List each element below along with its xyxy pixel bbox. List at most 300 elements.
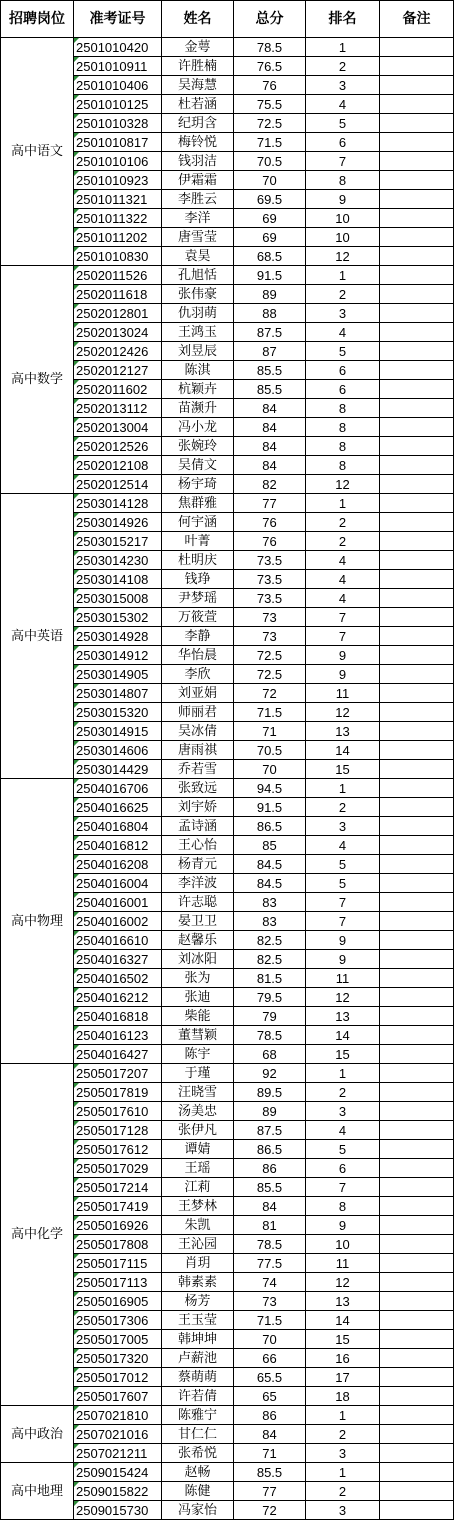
name-cell: 冯家怡 (162, 1501, 234, 1520)
name-cell: 李洋 (162, 209, 234, 228)
exam-id-cell: 2505017819 (74, 1083, 162, 1102)
position-cell: 高中政治 (1, 1406, 74, 1463)
rank-cell: 8 (306, 418, 380, 437)
exam-id-cell: 2502013112 (74, 399, 162, 418)
remarks-cell (380, 95, 454, 114)
score-cell: 82.5 (234, 950, 306, 969)
score-cell: 81 (234, 1216, 306, 1235)
remarks-cell (380, 342, 454, 361)
score-cell: 71.5 (234, 1311, 306, 1330)
remarks-cell (380, 1045, 454, 1064)
remarks-cell (380, 874, 454, 893)
name-cell: 王梦林 (162, 1197, 234, 1216)
exam-id-cell: 2503014912 (74, 646, 162, 665)
exam-id-cell: 2505017808 (74, 1235, 162, 1254)
exam-id-cell: 2505017419 (74, 1197, 162, 1216)
name-cell: 卢薪池 (162, 1349, 234, 1368)
position-cell: 高中化学 (1, 1064, 74, 1406)
remarks-cell (380, 1387, 454, 1406)
score-cell: 76.5 (234, 57, 306, 76)
score-cell: 71 (234, 722, 306, 741)
exam-id-cell: 2503015008 (74, 589, 162, 608)
col-header-position: 招聘岗位 (1, 1, 74, 38)
score-cell: 78.5 (234, 1026, 306, 1045)
rank-cell: 3 (306, 76, 380, 95)
name-cell: 苗濒升 (162, 399, 234, 418)
position-cell: 高中语文 (1, 38, 74, 266)
remarks-cell (380, 665, 454, 684)
score-cell: 85.5 (234, 361, 306, 380)
remarks-cell (380, 380, 454, 399)
name-cell: 陈雅宁 (162, 1406, 234, 1425)
exam-id-cell: 2502012801 (74, 304, 162, 323)
score-cell: 86 (234, 1159, 306, 1178)
score-cell: 74 (234, 1273, 306, 1292)
remarks-cell (380, 646, 454, 665)
rank-cell: 8 (306, 437, 380, 456)
rank-cell: 4 (306, 570, 380, 589)
rank-cell: 2 (306, 1083, 380, 1102)
remarks-cell (380, 608, 454, 627)
rank-cell: 2 (306, 1482, 380, 1501)
name-cell: 张希悦 (162, 1444, 234, 1463)
score-cell: 76 (234, 532, 306, 551)
name-cell: 刘昱辰 (162, 342, 234, 361)
exam-id-cell: 2504016625 (74, 798, 162, 817)
name-cell: 杨宇琦 (162, 475, 234, 494)
remarks-cell (380, 760, 454, 779)
remarks-cell (380, 1368, 454, 1387)
name-cell: 叶菁 (162, 532, 234, 551)
exam-id-cell: 2502011618 (74, 285, 162, 304)
header-row (1, 1, 454, 38)
score-cell: 72 (234, 684, 306, 703)
exam-id-cell: 2504016001 (74, 893, 162, 912)
exam-id-cell: 2504016123 (74, 1026, 162, 1045)
score-cell: 69 (234, 209, 306, 228)
rank-cell: 12 (306, 247, 380, 266)
rank-cell: 14 (306, 741, 380, 760)
rank-cell: 4 (306, 95, 380, 114)
name-cell: 张婉玲 (162, 437, 234, 456)
exam-id-cell: 2501010106 (74, 152, 162, 171)
remarks-cell (380, 1159, 454, 1178)
score-cell: 83 (234, 893, 306, 912)
rank-cell: 9 (306, 646, 380, 665)
score-cell: 84.5 (234, 874, 306, 893)
table-row (1, 494, 454, 513)
table-row (1, 779, 454, 798)
exam-id-cell: 2503014926 (74, 513, 162, 532)
rank-cell: 9 (306, 665, 380, 684)
score-cell: 89 (234, 285, 306, 304)
name-cell: 张为 (162, 969, 234, 988)
score-cell: 79 (234, 1007, 306, 1026)
name-cell: 董彗颖 (162, 1026, 234, 1045)
table-row (1, 266, 454, 285)
name-cell: 杜明庆 (162, 551, 234, 570)
rank-cell: 17 (306, 1368, 380, 1387)
score-cell: 71 (234, 1444, 306, 1463)
score-cell: 66 (234, 1349, 306, 1368)
exam-id-cell: 2505017128 (74, 1121, 162, 1140)
score-cell: 79.5 (234, 988, 306, 1007)
exam-id-cell: 2504016427 (74, 1045, 162, 1064)
rank-cell: 7 (306, 627, 380, 646)
name-cell: 孟诗涵 (162, 817, 234, 836)
remarks-cell (380, 1311, 454, 1330)
score-cell: 72.5 (234, 646, 306, 665)
name-cell: 唐雨祺 (162, 741, 234, 760)
exam-id-cell: 2502012514 (74, 475, 162, 494)
exam-id-cell: 2505017012 (74, 1368, 162, 1387)
remarks-cell (380, 228, 454, 247)
remarks-cell (380, 285, 454, 304)
name-cell: 伊霜霜 (162, 171, 234, 190)
name-cell: 张致远 (162, 779, 234, 798)
score-cell: 92 (234, 1064, 306, 1083)
exam-id-cell: 2501011322 (74, 209, 162, 228)
name-cell: 陈淇 (162, 361, 234, 380)
table-row (1, 1463, 454, 1482)
score-cell: 70 (234, 1330, 306, 1349)
name-cell: 张伟豪 (162, 285, 234, 304)
exam-id-cell: 2505017214 (74, 1178, 162, 1197)
exam-id-cell: 2509015424 (74, 1463, 162, 1482)
remarks-cell (380, 836, 454, 855)
col-header-rank: 排名 (306, 1, 380, 38)
exam-id-cell: 2501010406 (74, 76, 162, 95)
name-cell: 李欣 (162, 665, 234, 684)
name-cell: 纪玥含 (162, 114, 234, 133)
exam-id-cell: 2501010830 (74, 247, 162, 266)
exam-id-cell: 2503014429 (74, 760, 162, 779)
name-cell: 赵畅 (162, 1463, 234, 1482)
name-cell: 汪晓雪 (162, 1083, 234, 1102)
name-cell: 钱羽洁 (162, 152, 234, 171)
rank-cell: 2 (306, 532, 380, 551)
exam-id-cell: 2504016502 (74, 969, 162, 988)
name-cell: 蔡萌萌 (162, 1368, 234, 1387)
exam-id-cell: 2503014230 (74, 551, 162, 570)
rank-cell: 2 (306, 1425, 380, 1444)
remarks-cell (380, 931, 454, 950)
remarks-cell (380, 1406, 454, 1425)
rank-cell: 12 (306, 988, 380, 1007)
remarks-cell (380, 570, 454, 589)
exam-id-cell: 2507021810 (74, 1406, 162, 1425)
remarks-cell (380, 1140, 454, 1159)
remarks-cell (380, 627, 454, 646)
remarks-cell (380, 855, 454, 874)
remarks-cell (380, 703, 454, 722)
score-cell: 70.5 (234, 741, 306, 760)
score-cell: 65 (234, 1387, 306, 1406)
remarks-cell (380, 1254, 454, 1273)
exam-id-cell: 2502011526 (74, 266, 162, 285)
exam-id-cell: 2505017113 (74, 1273, 162, 1292)
name-cell: 师丽君 (162, 703, 234, 722)
position-cell: 高中英语 (1, 494, 74, 779)
table-header (1, 1, 454, 38)
name-cell: 金萼 (162, 38, 234, 57)
exam-id-cell: 2505016905 (74, 1292, 162, 1311)
name-cell: 万筱萱 (162, 608, 234, 627)
score-cell: 86 (234, 1406, 306, 1425)
name-cell: 陈健 (162, 1482, 234, 1501)
score-cell: 68 (234, 1045, 306, 1064)
name-cell: 张伊凡 (162, 1121, 234, 1140)
rank-cell: 13 (306, 722, 380, 741)
score-cell: 85 (234, 836, 306, 855)
rank-cell: 18 (306, 1387, 380, 1406)
rank-cell: 9 (306, 190, 380, 209)
score-cell: 84 (234, 456, 306, 475)
exam-id-cell: 2503014108 (74, 570, 162, 589)
exam-id-cell: 2505017610 (74, 1102, 162, 1121)
position-cell: 高中数学 (1, 266, 74, 494)
score-cell: 84 (234, 399, 306, 418)
name-cell: 张迪 (162, 988, 234, 1007)
exam-id-cell: 2502013004 (74, 418, 162, 437)
name-cell: 朱凯 (162, 1216, 234, 1235)
exam-id-cell: 2502012127 (74, 361, 162, 380)
name-cell: 柴能 (162, 1007, 234, 1026)
rank-cell: 14 (306, 1026, 380, 1045)
exam-id-cell: 2505017607 (74, 1387, 162, 1406)
rank-cell: 3 (306, 1501, 380, 1520)
exam-id-cell: 2504016004 (74, 874, 162, 893)
score-cell: 81.5 (234, 969, 306, 988)
rank-cell: 6 (306, 133, 380, 152)
remarks-cell (380, 1197, 454, 1216)
remarks-cell (380, 1273, 454, 1292)
remarks-cell (380, 817, 454, 836)
name-cell: 唐雪莹 (162, 228, 234, 247)
name-cell: 肖玥 (162, 1254, 234, 1273)
name-cell: 杭颖卉 (162, 380, 234, 399)
remarks-cell (380, 513, 454, 532)
score-cell: 77.5 (234, 1254, 306, 1273)
remarks-cell (380, 266, 454, 285)
remarks-cell (380, 988, 454, 1007)
name-cell: 尹梦瑶 (162, 589, 234, 608)
exam-id-cell: 2504016818 (74, 1007, 162, 1026)
score-cell: 83 (234, 912, 306, 931)
rank-cell: 1 (306, 1064, 380, 1083)
name-cell: 赵馨乐 (162, 931, 234, 950)
remarks-cell (380, 1026, 454, 1045)
name-cell: 刘冰阳 (162, 950, 234, 969)
remarks-cell (380, 475, 454, 494)
name-cell: 李胜云 (162, 190, 234, 209)
rank-cell: 2 (306, 798, 380, 817)
score-cell: 86.5 (234, 817, 306, 836)
remarks-cell (380, 893, 454, 912)
score-cell: 91.5 (234, 266, 306, 285)
rank-cell: 8 (306, 1197, 380, 1216)
rank-cell: 4 (306, 589, 380, 608)
name-cell: 仇羽萌 (162, 304, 234, 323)
rank-cell: 7 (306, 1178, 380, 1197)
rank-cell: 3 (306, 1444, 380, 1463)
exam-id-cell: 2504016804 (74, 817, 162, 836)
exam-id-cell: 2501011202 (74, 228, 162, 247)
name-cell: 乔若雪 (162, 760, 234, 779)
name-cell: 吴冰倩 (162, 722, 234, 741)
remarks-cell (380, 171, 454, 190)
score-cell: 72 (234, 1501, 306, 1520)
name-cell: 许胜楠 (162, 57, 234, 76)
col-header-total-score: 总分 (234, 1, 306, 38)
name-cell: 孔旭恬 (162, 266, 234, 285)
name-cell: 王沁园 (162, 1235, 234, 1254)
rank-cell: 3 (306, 304, 380, 323)
exam-id-cell: 2503014128 (74, 494, 162, 513)
rank-cell: 2 (306, 285, 380, 304)
rank-cell: 6 (306, 361, 380, 380)
exam-id-cell: 2501010911 (74, 57, 162, 76)
exam-id-cell: 2503014928 (74, 627, 162, 646)
rank-cell: 10 (306, 228, 380, 247)
rank-cell: 5 (306, 1140, 380, 1159)
score-cell: 87 (234, 342, 306, 361)
exam-id-cell: 2509015730 (74, 1501, 162, 1520)
exam-id-cell: 2503015320 (74, 703, 162, 722)
exam-id-cell: 2503014606 (74, 741, 162, 760)
score-cell: 82.5 (234, 931, 306, 950)
exam-id-cell: 2505017029 (74, 1159, 162, 1178)
remarks-cell (380, 589, 454, 608)
rank-cell: 7 (306, 152, 380, 171)
name-cell: 汤美忠 (162, 1102, 234, 1121)
exam-id-cell: 2504016208 (74, 855, 162, 874)
rank-cell: 5 (306, 342, 380, 361)
exam-id-cell: 2503014807 (74, 684, 162, 703)
rank-cell: 15 (306, 1330, 380, 1349)
exam-id-cell: 2509015822 (74, 1482, 162, 1501)
rank-cell: 6 (306, 380, 380, 399)
rank-cell: 7 (306, 912, 380, 931)
rank-cell: 1 (306, 38, 380, 57)
exam-id-cell: 2505017115 (74, 1254, 162, 1273)
remarks-cell (380, 152, 454, 171)
remarks-cell (380, 1444, 454, 1463)
score-cell: 86.5 (234, 1140, 306, 1159)
score-cell: 73 (234, 1292, 306, 1311)
rank-cell: 6 (306, 1159, 380, 1178)
name-cell: 陈宇 (162, 1045, 234, 1064)
remarks-cell (380, 1235, 454, 1254)
exam-id-cell: 2507021211 (74, 1444, 162, 1463)
name-cell: 梅铃悦 (162, 133, 234, 152)
position-cell: 高中地理 (1, 1463, 74, 1520)
name-cell: 许志聪 (162, 893, 234, 912)
rank-cell: 3 (306, 817, 380, 836)
name-cell: 于瑾 (162, 1064, 234, 1083)
exam-id-cell: 2504016212 (74, 988, 162, 1007)
remarks-cell (380, 190, 454, 209)
exam-id-cell: 2501010923 (74, 171, 162, 190)
remarks-cell (380, 741, 454, 760)
exam-id-cell: 2503015302 (74, 608, 162, 627)
rank-cell: 13 (306, 1292, 380, 1311)
rank-cell: 4 (306, 1121, 380, 1140)
col-header-remarks: 备注 (380, 1, 454, 38)
name-cell: 钱琤 (162, 570, 234, 589)
remarks-cell (380, 57, 454, 76)
score-cell: 78.5 (234, 38, 306, 57)
remarks-cell (380, 247, 454, 266)
exam-id-cell: 2503015217 (74, 532, 162, 551)
name-cell: 许若倩 (162, 1387, 234, 1406)
exam-id-cell: 2505017005 (74, 1330, 162, 1349)
rank-cell: 5 (306, 855, 380, 874)
rank-cell: 7 (306, 608, 380, 627)
rank-cell: 4 (306, 836, 380, 855)
remarks-cell (380, 494, 454, 513)
exam-id-cell: 2501010420 (74, 38, 162, 57)
score-cell: 77 (234, 494, 306, 513)
name-cell: 吴海慧 (162, 76, 234, 95)
rank-cell: 12 (306, 475, 380, 494)
name-cell: 甘仁仁 (162, 1425, 234, 1444)
remarks-cell (380, 1482, 454, 1501)
remarks-cell (380, 532, 454, 551)
remarks-cell (380, 551, 454, 570)
rank-cell: 4 (306, 551, 380, 570)
exam-id-cell: 2502012426 (74, 342, 162, 361)
rank-cell: 15 (306, 760, 380, 779)
score-cell: 69 (234, 228, 306, 247)
exam-id-cell: 2503014905 (74, 665, 162, 684)
rank-cell: 2 (306, 57, 380, 76)
name-cell: 焦群雅 (162, 494, 234, 513)
remarks-cell (380, 38, 454, 57)
exam-id-cell: 2503014915 (74, 722, 162, 741)
remarks-cell (380, 1083, 454, 1102)
rank-cell: 12 (306, 1273, 380, 1292)
exam-id-cell: 2502013024 (74, 323, 162, 342)
rank-cell: 15 (306, 1045, 380, 1064)
score-cell: 89.5 (234, 1083, 306, 1102)
name-cell: 韩坤坤 (162, 1330, 234, 1349)
name-cell: 袁昊 (162, 247, 234, 266)
rank-cell: 7 (306, 893, 380, 912)
table-row (1, 1064, 454, 1083)
remarks-cell (380, 323, 454, 342)
remarks-cell (380, 1064, 454, 1083)
score-cell: 82 (234, 475, 306, 494)
score-cell: 85.5 (234, 1178, 306, 1197)
score-cell: 73 (234, 608, 306, 627)
name-cell: 吴倩文 (162, 456, 234, 475)
remarks-cell (380, 912, 454, 931)
name-cell: 刘宇娇 (162, 798, 234, 817)
exam-id-cell: 2505017207 (74, 1064, 162, 1083)
exam-id-cell: 2504016610 (74, 931, 162, 950)
name-cell: 冯小龙 (162, 418, 234, 437)
score-cell: 84 (234, 1197, 306, 1216)
remarks-cell (380, 399, 454, 418)
exam-id-cell: 2504016327 (74, 950, 162, 969)
exam-id-cell: 2501010328 (74, 114, 162, 133)
score-cell: 84 (234, 1425, 306, 1444)
score-cell: 89 (234, 1102, 306, 1121)
name-cell: 杨青元 (162, 855, 234, 874)
name-cell: 刘亚娟 (162, 684, 234, 703)
remarks-cell (380, 456, 454, 475)
